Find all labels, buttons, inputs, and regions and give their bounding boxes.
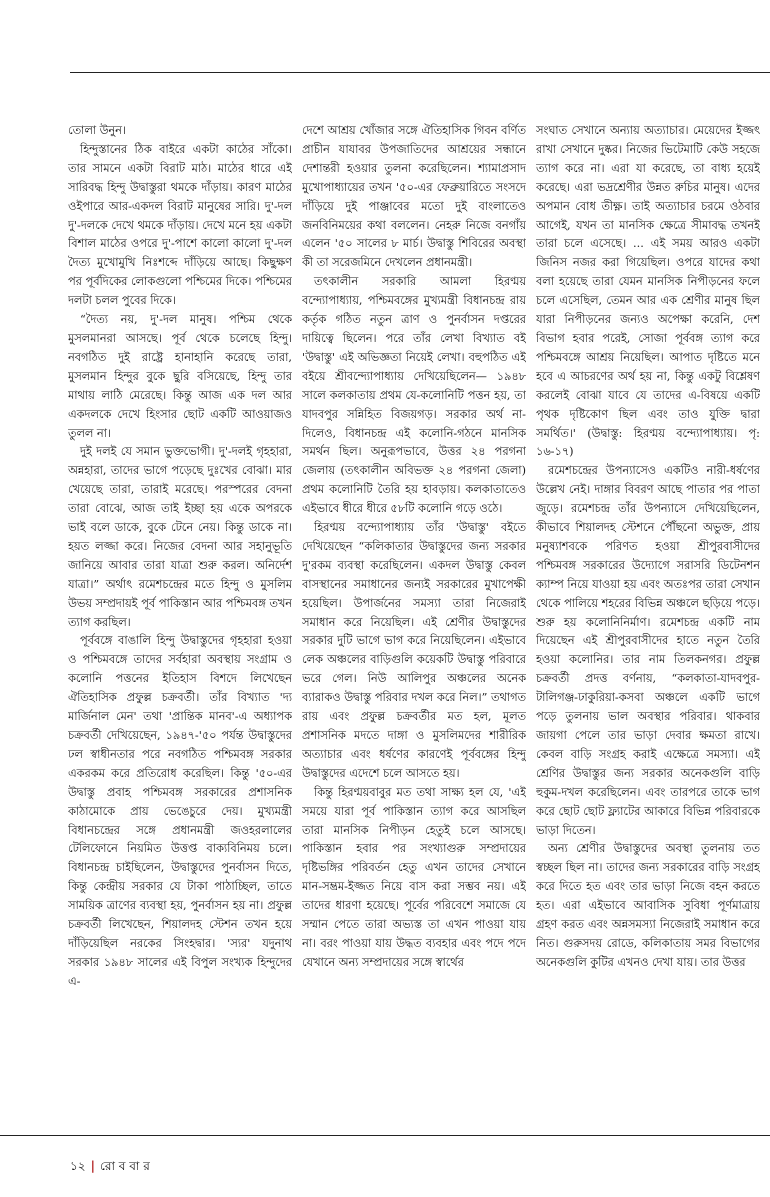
paragraph: কিন্তু হিরণ্ময়বাবুর মত তথা সাক্ষ্য হল যে, 'এই সময়ে যারা পূর্ব পাকিস্তান ত্যাগ করে আসছিল তারা মানসিক নিপীড়ন হেতুই চলে আসছে। পাকিস্তান হবার পর সংখ্যাগুরু সম্প্রদায়ের দৃষ্টিভঙ্গির পরিবর্তন হেতু এখন তাদের সেখানে মান-সম্ভ্রম-ইজ্জত নিয়ে বাস করা সম্ভব নয়। এই তাদের ধারণা হয়েছে। পূর্বের পরিবেশে সমাজে যে সম্মান পেতে তারা অভ্যস্ত তা এখন পাওয়া যায় না। বরং পাওয়া যায় উদ্ধত ব্যবহার এবং পদে পদে যেখানে অন্য সম্প্রদায়ের সঙ্গে স্বার্থের <box>302 785 526 969</box>
paragraph: দেশে আশ্রয় খোঁজার সঙ্গে ঐতিহাসিক গিবন বর্ণিত প্রাচীন যাযাবর উপজাতিদের আশ্রয়ের সন্ধানে দেশান্তরী হওয়ার তুলনা করেছিলেন। শ্যামাপ্রসাদ মুখোপাধ্যায়ের তখন '৫০-এর ফেব্রুয়ারিতে সংসদে দাঁড়িয়ে দুই পাঞ্জাবের মতো দুই বাংলাতেও জনবিনিময়ের কথা বললেন। নেহরু নিজে বনগাঁয় এলেন '৫০ সালের ৮ মার্চ। উদ্বাস্তু শিবিরের অবস্থা কী তা সরেজমিনে দেখলেন প্রধানমন্ত্রী। <box>302 124 526 270</box>
paragraph: রমেশচন্দ্রের উপন্যাসেও একটিও নারী-ধর্ষণের উল্লেখ নেই। দাঙ্গার বিবরণ আছে পাতার পর পাতা জুড়ে। রমেশচন্দ্র তাঁর উপন্যাসে দেখিয়েছিলেন, কীভাবে শিয়ালদহ স্টেশনে পৌঁছনো অভুক্ত, প্রায় মনুষ্যাশবকে পরিণত হওয়া শ্রীপুরবাসীদের পশ্চিমবঙ্গ সরকারের উদ্যোগে সরাসরি ডিটেনশন ক্যাম্প নিয়ে যাওয়া হয় এবং অতঃপর তারা সেখান থেকে পালিয়ে শহরের বিভিন্ন অঞ্চলে ছড়িয়ে পড়ে। শুরু হয় কলোনিনির্মাণ। রমেশচন্দ্র একটি নাম দিয়েছেন এই শ্রীপুরবাসীদের হাতে নতুন তৈরি হওয়া কলোনির। তার নাম তিলকনগর। প্রফুল্ল চক্রবর্তী প্রদত্ত বর্ণনায়, “কলকাতা-যাদবপুর-টালিগঞ্জ-ঢাকুরিয়া-কসবা অঞ্চলে একটি ভাগে পড়ে তুলনায় ভাল অবস্থার পরিবার। থাকবার জায়গা পেলে তার ভাড়া দেবার ক্ষমতা রাখে। কেবল বাড়ি সংগ্রহ করাই এক্ষেত্রে সমস্যা। এই শ্রেণির উদ্বাস্তুর জন্য সরকার অনেকগুলি বাড়ি হুকুম-দখল করেছিলেন। এবং তারপরে তাকে ভাগ করে ছোট ছোট ফ্ল্যাটের আকারে বিভিন্ন পরিবারকে ভাড়া দিতেন। <box>536 464 760 837</box>
paragraph: হিন্দুস্তানের ঠিক বাইরে একটা কাঠের সাঁকো। তার সামনে একটা বিরাট মাঠ। মাঠের ধারে এই সারিবদ্ধ হিন্দু উদ্বাস্তুরা থমকে দাঁড়ায়। কারণ মাঠের ওইপারে আর-একদল বিরাট মানুষের সারি। দু'-দল দু'-দলকে দেখে থমকে দাঁড়ায়। দেখে মনে হয় একটা বিশাল মাঠের ওপরে দু'-পাশে কালো কালো দু'-দল দৈত্য মুখোমুখি নিঃশব্দে দাঁড়িয়ে আছে। কিছুক্ষণ পর পূর্বদিকের লোকগুলো পশ্চিমের দিকে। পশ্চিমের দলটা চলল পুবের দিকে। <box>68 142 292 308</box>
text-column-2 <box>302 122 526 1127</box>
page-number: ১২ <box>70 1159 86 1173</box>
publication-name: রো ব বা র <box>99 1159 150 1173</box>
paragraph: তোলা উনুন। <box>68 124 126 137</box>
paragraph: হিরণ্ময় বন্দ্যোপাধ্যায় তাঁর 'উদ্বাস্তু' বইতে দেখিয়েছেন “কলিকাতার উদ্বাস্তুদের জন্য সরকার দু'রকম ব্যবস্থা করেছিলেন। একদল উদ্বাস্তু কেবল বাসস্থানের সমাধানের জন্যই সরকারের মুখাপেক্ষী হয়েছিল। উপার্জনের সমস্যা তারা নিজেরাই সমাধান করে নিয়েছিল। এই শ্রেণীর উদ্বাস্তুদের সরকার দুটি ভাগে ভাগ করে নিয়েছিলেন। এইভাবে লেক অঞ্চলের বাড়িগুলি কয়েকটি উদ্বাস্তু পরিবারে ভরে গেল। নিউ আলিপুর অঞ্চলের অনেক ব্যারাকও উদ্বাস্তু পরিবার দখল করে নিল।” তথাগত রায় এবং প্রফুল্ল চক্রবর্তীর মত হল, মূলত প্রশাসনিক মদতে দাঙ্গা ও মুসলিমদের শারীরিক অত্যাচার এবং ধর্ষণের কারণেই পূর্ববঙ্গের হিন্দু উদ্বাস্তুদের এদেশে চলে আসতে হয়। <box>302 521 526 780</box>
footer-rule <box>0 1135 770 1136</box>
page-footer <box>70 1158 150 1178</box>
footer-separator: | <box>90 1159 95 1173</box>
text-column-1 <box>68 122 292 1127</box>
paragraph: দুই দলই যে সমান ভুক্তভোগী। দু'-দলই গৃহহারা, অন্নহারা, তাদের ভাগে পড়েছে দুঃখের বোঝা। মার খেয়েছে তারা, তারাই মরেছে। পরস্পরের বেদনা তারা বোঝে, আজ তাই ইচ্ছা হয় একে অপরকে ভাই বলে ডাকে, বুকে টেনে নেয়। কিন্তু ডাকে না। হয়ত লজ্জা করে। নিজের বেদনা আর সহানুভূতি জানিয়ে আবার তারা যাত্রা শুরু করল। অনির্দেশ যাত্রা।” অর্থাৎ রমেশচন্দ্রের মতে হিন্দু ও মুসলিম উভয় সম্প্রদায়ই পূর্ব পাকিস্তান আর পশ্চিমবঙ্গ তখন ত্যাগ করছিল। <box>68 445 292 629</box>
article-body <box>68 122 760 1127</box>
paragraph: “দৈত্য নয়, দু'-দল মানুষ। পশ্চিম থেকে মুসলমানরা আসছে। পূর্ব থেকে চলেছে হিন্দু। নবগঠিত দুই রাষ্ট্রে হানাহানি করেছে তারা, মুসলমান হিন্দুর বুকে ছুরি বসিয়েছে, হিন্দু তার মাথায় লাঠি মেরেছে। কিন্তু আজ এক দল আর একদলকে দেখে হিংসার ছোট একটি আওয়াজও তুলল না। <box>68 313 292 440</box>
text-column-3 <box>536 122 760 1127</box>
paragraph: পূর্ববঙ্গে বাঙালি হিন্দু উদ্বাস্তুদের গৃহহারা হওয়া ও পশ্চিমবঙ্গে তাদের সর্বহারা অবস্থায় সংগ্রাম ও কলোনি পত্তনের ইতিহাস বিশদে লিখেছেন ঐতিহাসিক প্রফুল্ল চক্রবর্তী। তাঁর বিখ্যাত 'দ্য মার্জিনাল মেন' তথা 'প্রান্তিক মানব'-এ অধ্যাপক চক্রবর্তী দেখিয়েছেন, ১৯৪৭-'৫০ পর্যন্ত উদ্বাস্তুদের ঢল স্বাধীনতার পরে নবগঠিত পশ্চিমবঙ্গ সরকার একরকম করে প্রতিরোধ করেছিল। কিন্তু '৫০-এর উদ্বাস্তু প্রবাহ পশ্চিমবঙ্গ সরকারের প্রশাসনিক কাঠামোকে প্রায় ভেঙেচুরে দেয়। মুখ্যমন্ত্রী বিধানচন্দ্রের সঙ্গে প্রধানমন্ত্রী জওহরলালের টেলিফোনে নিয়মিত উত্তপ্ত বাক্যবিনিময় চলে। বিধানচন্দ্র চাইছিলেন, উদ্বাস্তুদের পুনর্বাসন দিতে, কিন্তু কেন্দ্রীয় সরকার যে টাকা পাঠাচ্ছিল, তাতে সাময়িক ত্রাণের ব্যবস্থা হয়, পুনর্বাসন হয় না। প্রফুল্ল চক্রবর্তী লিখেছেন, শিয়ালদহ স্টেশন তখন হয়ে দাঁড়িয়েছিল নরকের সিংহদ্বার। 'স্যর' যদুনাথ সরকার ১৯৪৮ সালের এই বিপুল সংখ্যক হিন্দুদের এ- <box>68 634 292 988</box>
paragraph: সংঘাত সেখানে অন্যায় অত্যাচার। মেয়েদের ইজ্জৎ রাখা সেখানে দুষ্কর। নিজের ভিটেমাটি কেউ সহজে ত্যাগ করে না। এরা যা করেছে, তা বাধ্য হয়েই করেছে। এরা ভদ্রশ্রেণীর উন্নত রুচির মানুষ। এদের অপমান বোধ তীক্ষ্ণ। তাই অত্যাচার চরমে ওঠবার আগেই, যখন তা মানসিক ক্ষেত্রে সীমাবদ্ধ তখনই তারা চলে এসেছে। ... এই সময় আরও একটা জিনিস নজর করা গিয়েছিল। ওপরে যাদের কথা বলা হয়েছে তারা যেমন মানসিক নিপীড়নের ফলে চলে এসেছিল, তেমন আর এক শ্রেণীর মানুষ ছিল যারা নিপীড়নের জন্যও অপেক্ষা করেনি, দেশ বিভাগ হবার পরেই, সোজা পূর্ববঙ্গ ত্যাগ করে পশ্চিমবঙ্গে আশ্রয় নিয়েছিল। আপাত দৃষ্টিতে মনে হবে এ আচরণের অর্থ হয় না, কিন্তু একটু বিশ্লেষণ করলেই বোঝা যাবে যে তাদের এ-বিষয়ে একটি পৃথক দৃষ্টিকোণ ছিল এবং তাও যুক্তি দ্বারা সমর্থিত।' (উদ্বাস্তু: হিরণ্ময় বন্দ্যোপাধ্যায়। পৃ: ১৬-১৭) <box>536 124 760 459</box>
paragraph: অন্য শ্রেণীর উদ্বাস্তুদের অবস্থা তুলনায় তত স্বচ্ছল ছিল না। তাদের জন্য সরকারের বাড়ি সংগ্রহ করে দিতে হত এবং তার ভাড়া নিজে বহন করতে হত। এরা এইভাবে আবাসিক সুবিধা পূর্ণমাত্রায় গ্রহণ করত এবং অন্নসমস্যা নিজেরাই সমাধান করে নিত। গুরুসদয় রোডে, কলিকাতায় সমর বিভাগের অনেকগুলি কুটির এখনও দেখা যায়। তার উত্তর <box>536 842 760 969</box>
paragraph: তৎকালীন সরকারি আমলা হিরণ্ময় বন্দ্যোপাধ্যায়, পশ্চিমবঙ্গের মুখ্যমন্ত্রী বিধানচন্দ্র রায় কর্তৃক গঠিত নতুন ত্রাণ ও পুনর্বাসন দপ্তরের দায়িত্বে ছিলেন। পরে তাঁর লেখা বিখ্যাত বই 'উদ্বাস্তু' এই অভিজ্ঞতা নিয়েই লেখা। বহুপঠিত এই বইয়ে শ্রীবন্দ্যোপাধ্যায় দেখিয়েছিলেন— ১৯৪৮ সালে কলকাতায় প্রথম যে-কলোনিটি পত্তন হয়, তা যাদবপুর সন্নিহিত বিজয়গড়। সরকার অর্থ না-দিলেও, বিধানচন্দ্র এই কলোনি-গঠনে মানসিক সমর্থন ছিল। অনুরূপভাবে, উত্তর ২৪ পরগনা জেলায় (তৎকালীন অবিভক্ত ২৪ পরগনা জেলা) প্রথম কলোনিটি তৈরি হয় হাবড়ায়। কলকাতাতেও এইভাবে ধীরে ধীরে ৫৮টি কলোনি গড়ে ওঠে। <box>302 275 526 516</box>
header-rule <box>70 72 770 73</box>
